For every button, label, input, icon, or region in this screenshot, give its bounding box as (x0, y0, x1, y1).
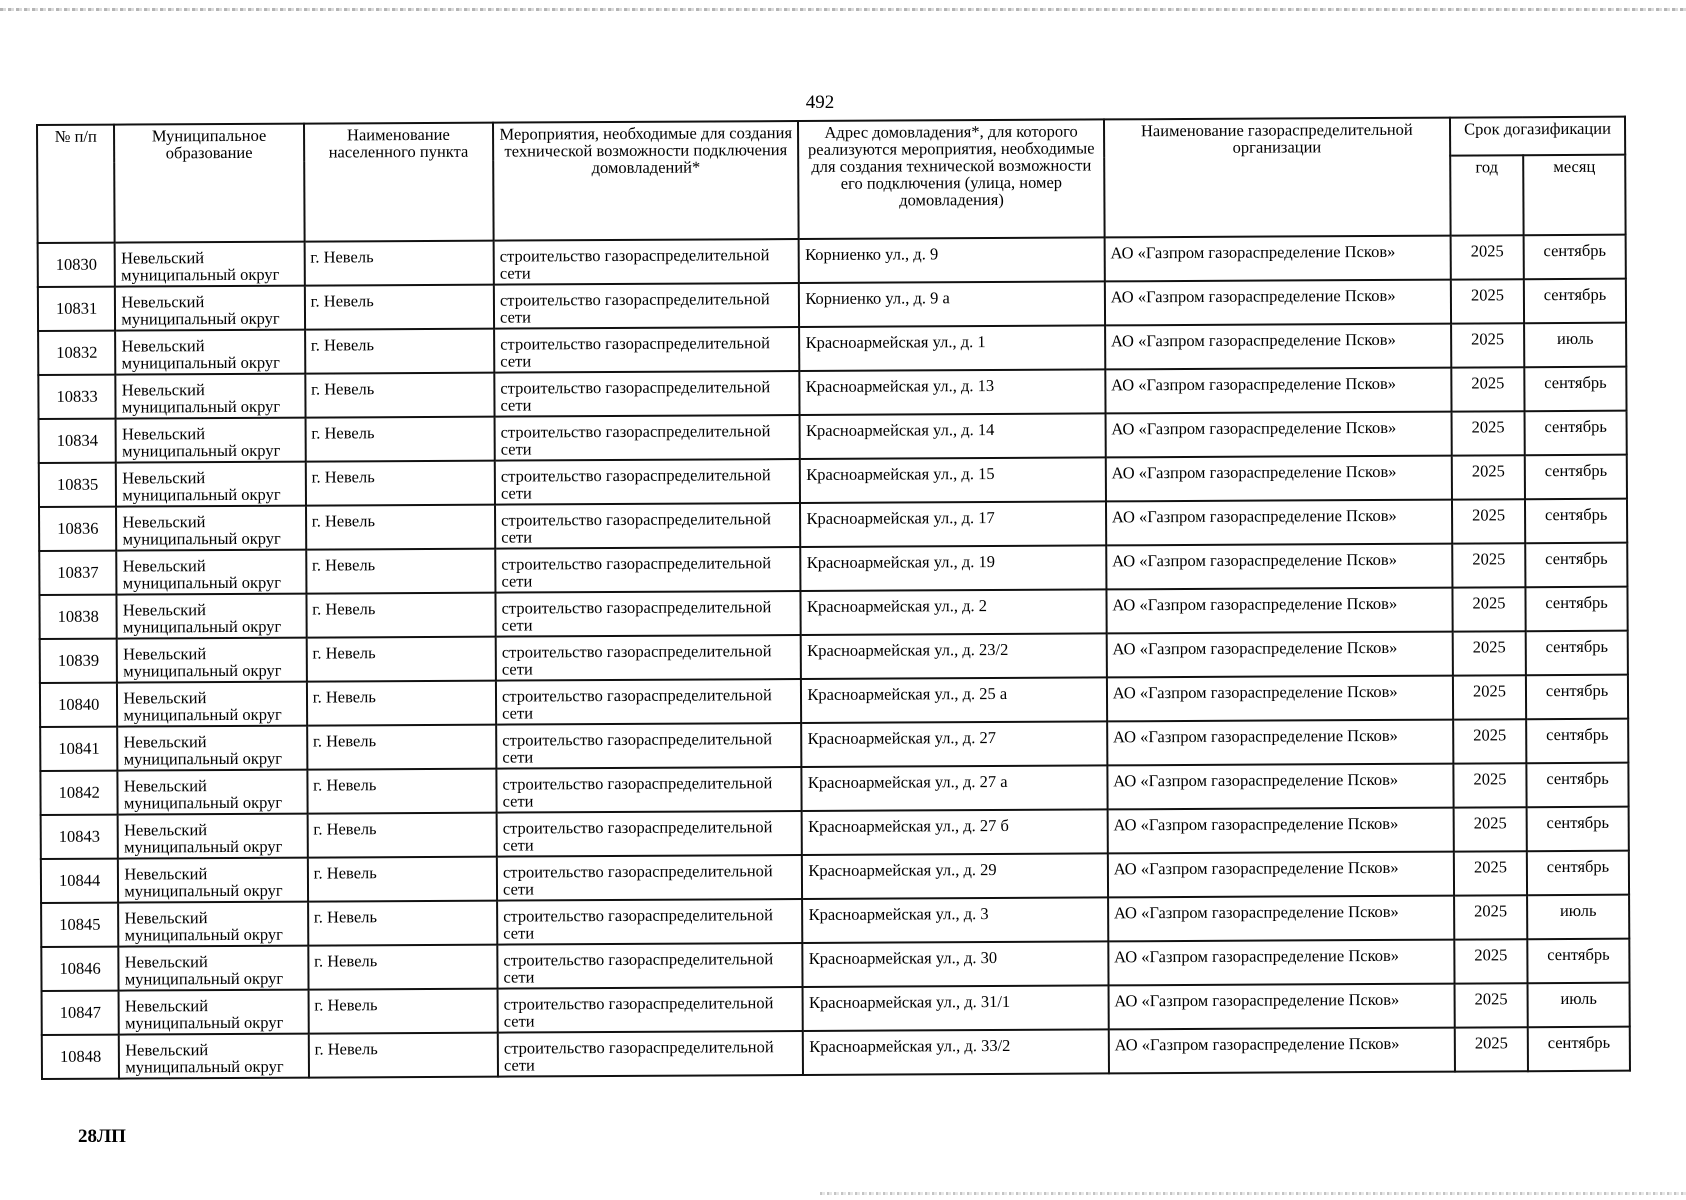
cell-year: 2025 (1453, 807, 1527, 851)
cell-num: 10841 (40, 727, 118, 771)
cell-measures: строительство газораспределительной сети (494, 371, 800, 417)
cell-year: 2025 (1454, 939, 1528, 983)
cell-address: Красноармейская ул., д. 1 (799, 325, 1105, 371)
cell-municipality: Невельский муниципальный округ (116, 418, 306, 463)
cell-num: 10844 (41, 859, 119, 903)
cell-organization: АО «Газпром газораспределение Псков» (1108, 940, 1454, 986)
cell-settlement: г. Невель (307, 769, 497, 814)
cell-month: сентябрь (1527, 851, 1629, 896)
cell-settlement: г. Невель (306, 549, 496, 594)
cell-measures: строительство газораспределительной сети (498, 987, 804, 1033)
cell-month: сентябрь (1524, 367, 1626, 412)
scan-artifact-top (0, 8, 1686, 11)
cell-organization: АО «Газпром газораспределение Псков» (1105, 412, 1451, 458)
cell-month: сентябрь (1525, 455, 1627, 500)
cell-year: 2025 (1451, 323, 1525, 367)
cell-address: Красноармейская ул., д. 25 а (801, 677, 1107, 723)
cell-month: сентябрь (1526, 675, 1628, 720)
cell-month: сентябрь (1526, 587, 1628, 632)
cell-month: сентябрь (1527, 763, 1629, 808)
table-row (42, 1027, 1630, 1079)
header-measures: Мероприятия, необходимые для создания технической возможности подключения домовладений* (493, 121, 799, 241)
cell-month: сентябрь (1527, 939, 1629, 984)
cell-year: 2025 (1451, 411, 1525, 455)
cell-organization: АО «Газпром газораспределение Псков» (1104, 236, 1450, 282)
cell-measures: строительство газораспределительной сети (494, 283, 800, 329)
cell-measures: строительство газораспределительной сети (495, 547, 801, 593)
page-number: 492 (805, 92, 835, 113)
cell-address: Красноармейская ул., д. 27 а (802, 765, 1108, 811)
cell-measures: строительство газораспределительной сети (498, 1031, 804, 1077)
cell-month: сентябрь (1526, 719, 1628, 764)
cell-address: Красноармейская ул., д. 33/2 (803, 1029, 1109, 1075)
cell-settlement: г. Невель (305, 417, 495, 462)
cell-measures: строительство газораспределительной сети (495, 591, 801, 637)
cell-organization: АО «Газпром газораспределение Псков» (1106, 632, 1452, 678)
cell-municipality: Невельский муниципальный округ (116, 374, 306, 419)
cell-num: 10839 (40, 639, 118, 683)
scan-artifact-bottom (820, 1192, 1686, 1195)
cell-municipality: Невельский муниципальный округ (118, 902, 308, 947)
cell-month: июль (1528, 983, 1630, 1028)
cell-year: 2025 (1453, 719, 1527, 763)
cell-organization: АО «Газпром газораспределение Псков» (1106, 588, 1452, 634)
cell-measures: строительство газораспределительной сети (496, 723, 802, 769)
cell-year: 2025 (1453, 763, 1527, 807)
cell-num: 10846 (41, 947, 119, 991)
cell-settlement: г. Невель (307, 725, 497, 770)
cell-municipality: Невельский муниципальный округ (115, 286, 305, 331)
cell-settlement: г. Невель (308, 945, 498, 990)
cell-settlement: г. Невель (306, 593, 496, 638)
cell-num: 10831 (38, 287, 116, 331)
gasification-table (36, 116, 1631, 1080)
cell-num: 10845 (41, 903, 119, 947)
cell-month: сентябрь (1528, 1027, 1630, 1072)
cell-num: 10830 (38, 243, 116, 287)
cell-organization: АО «Газпром газораспределение Псков» (1107, 808, 1453, 854)
header-month: месяц (1523, 155, 1625, 236)
cell-num: 10838 (39, 595, 117, 639)
cell-address: Красноармейская ул., д. 23/2 (801, 633, 1107, 679)
cell-settlement: г. Невель (308, 1033, 498, 1078)
cell-organization: АО «Газпром газораспределение Псков» (1108, 896, 1454, 942)
cell-municipality: Невельский муниципальный округ (116, 462, 306, 507)
cell-settlement: г. Невель (304, 241, 494, 286)
header-municipality: Муниципальное образование (114, 124, 304, 243)
cell-organization: АО «Газпром газораспределение Псков» (1106, 500, 1452, 546)
cell-settlement: г. Невель (305, 373, 495, 418)
cell-address: Корниенко ул., д. 9 а (799, 281, 1105, 327)
cell-municipality: Невельский муниципальный округ (116, 506, 306, 551)
cell-address: Красноармейская ул., д. 13 (800, 369, 1106, 415)
cell-year: 2025 (1450, 235, 1524, 279)
cell-measures: строительство газораспределительной сети (497, 899, 803, 945)
cell-municipality: Невельский муниципальный округ (118, 726, 308, 771)
cell-month: сентябрь (1524, 235, 1626, 280)
cell-measures: строительство газораспределительной сети (494, 327, 800, 373)
cell-year: 2025 (1452, 499, 1526, 543)
cell-municipality: Невельский муниципальный округ (115, 242, 305, 287)
cell-measures: строительство газораспределительной сети (496, 679, 802, 725)
header-deadline: Срок догазификации (1450, 117, 1625, 156)
cell-measures: строительство газораспределительной сети (494, 239, 800, 285)
cell-month: сентябрь (1524, 279, 1626, 324)
cell-num: 10833 (38, 375, 116, 419)
cell-organization: АО «Газпром газораспределение Псков» (1109, 1028, 1455, 1074)
cell-num: 10842 (40, 771, 118, 815)
header-settlement: Наименование населенного пункта (304, 123, 494, 242)
cell-settlement: г. Невель (306, 637, 496, 682)
cell-measures: строительство газораспределительной сети (497, 855, 803, 901)
cell-address: Красноармейская ул., д. 3 (802, 897, 1108, 943)
cell-measures: строительство газораспределительной сети (497, 943, 803, 989)
cell-year: 2025 (1454, 895, 1528, 939)
cell-year: 2025 (1455, 1027, 1529, 1071)
cell-year: 2025 (1453, 631, 1527, 675)
cell-municipality: Невельский муниципальный округ (118, 814, 308, 859)
footer-code: 28ЛП (78, 1126, 126, 1147)
cell-year: 2025 (1452, 455, 1526, 499)
cell-settlement: г. Невель (306, 505, 496, 550)
cell-settlement: г. Невель (305, 461, 495, 506)
cell-municipality: Невельский муниципальный округ (117, 638, 307, 683)
cell-municipality: Невельский муниципальный округ (117, 682, 307, 727)
cell-num: 10840 (40, 683, 118, 727)
cell-municipality: Невельский муниципальный округ (117, 550, 307, 595)
cell-month: сентябрь (1527, 807, 1629, 852)
cell-month: сентябрь (1525, 411, 1627, 456)
cell-address: Красноармейская ул., д. 2 (801, 589, 1107, 635)
cell-address: Красноармейская ул., д. 15 (800, 457, 1106, 503)
cell-settlement: г. Невель (305, 285, 495, 330)
cell-municipality: Невельский муниципальный округ (119, 1034, 309, 1079)
header-num: № п/п (37, 125, 115, 243)
cell-settlement: г. Невель (307, 681, 497, 726)
cell-address: Красноармейская ул., д. 27 (802, 721, 1108, 767)
cell-settlement: г. Невель (307, 813, 497, 858)
header-address: Адрес домовладения*, для которого реализуются мероприятия, необходимые для создания технической возможности его подключения (улица, номер домовладения) (798, 119, 1104, 239)
cell-address: Красноармейская ул., д. 31/1 (803, 985, 1109, 1031)
cell-num: 10848 (42, 1035, 120, 1079)
cell-year: 2025 (1454, 983, 1528, 1027)
cell-year: 2025 (1451, 279, 1525, 323)
cell-measures: строительство газораспределительной сети (497, 811, 803, 857)
cell-num: 10837 (39, 551, 117, 595)
cell-settlement: г. Невель (308, 901, 498, 946)
cell-measures: строительство газораспределительной сети (495, 503, 801, 549)
cell-measures: строительство газораспределительной сети (495, 415, 801, 461)
cell-organization: АО «Газпром газораспределение Псков» (1105, 368, 1451, 414)
cell-month: июль (1524, 323, 1626, 368)
cell-address: Красноармейская ул., д. 19 (801, 545, 1107, 591)
cell-organization: АО «Газпром газораспределение Псков» (1108, 852, 1454, 898)
cell-organization: АО «Газпром газораспределение Псков» (1107, 764, 1453, 810)
cell-num: 10836 (39, 507, 117, 551)
cell-num: 10843 (41, 815, 119, 859)
cell-municipality: Невельский муниципальный округ (119, 946, 309, 991)
table-body (38, 235, 1630, 1079)
cell-num: 10835 (39, 463, 117, 507)
cell-settlement: г. Невель (305, 329, 495, 374)
cell-address: Красноармейская ул., д. 14 (800, 413, 1106, 459)
cell-municipality: Невельский муниципальный округ (118, 858, 308, 903)
cell-organization: АО «Газпром газораспределение Псков» (1105, 324, 1451, 370)
cell-organization: АО «Газпром газораспределение Псков» (1105, 280, 1451, 326)
cell-organization: АО «Газпром газораспределение Псков» (1106, 544, 1452, 590)
cell-num: 10832 (38, 331, 116, 375)
cell-year: 2025 (1452, 543, 1526, 587)
cell-organization: АО «Газпром газораспределение Псков» (1106, 456, 1452, 502)
cell-organization: АО «Газпром газораспределение Псков» (1108, 984, 1454, 1030)
cell-year: 2025 (1453, 675, 1527, 719)
cell-month: сентябрь (1526, 631, 1628, 676)
cell-organization: АО «Газпром газораспределение Псков» (1107, 720, 1453, 766)
cell-settlement: г. Невель (308, 989, 498, 1034)
cell-year: 2025 (1452, 587, 1526, 631)
cell-month: сентябрь (1525, 543, 1627, 588)
cell-municipality: Невельский муниципальный округ (117, 594, 307, 639)
cell-measures: строительство газораспределительной сети (496, 767, 802, 813)
cell-measures: строительство газораспределительной сети (495, 459, 801, 505)
cell-address: Красноармейская ул., д. 29 (802, 853, 1108, 899)
cell-month: сентябрь (1525, 499, 1627, 544)
cell-municipality: Невельский муниципальный округ (115, 330, 305, 375)
header-year: год (1450, 155, 1524, 235)
cell-measures: строительство газораспределительной сети (496, 635, 802, 681)
cell-settlement: г. Невель (308, 857, 498, 902)
cell-organization: АО «Газпром газораспределение Псков» (1107, 676, 1453, 722)
cell-month: июль (1527, 895, 1629, 940)
cell-num: 10847 (42, 991, 120, 1035)
cell-municipality: Невельский муниципальный округ (119, 990, 309, 1035)
cell-address: Красноармейская ул., д. 17 (800, 501, 1106, 547)
header-organization: Наименование газораспределительной организации (1104, 118, 1451, 238)
cell-address: Корниенко ул., д. 9 (799, 237, 1105, 283)
cell-year: 2025 (1454, 851, 1528, 895)
cell-year: 2025 (1451, 367, 1525, 411)
cell-address: Красноармейская ул., д. 27 б (802, 809, 1108, 855)
cell-municipality: Невельский муниципальный округ (118, 770, 308, 815)
cell-num: 10834 (39, 419, 117, 463)
cell-address: Красноармейская ул., д. 30 (803, 941, 1109, 987)
